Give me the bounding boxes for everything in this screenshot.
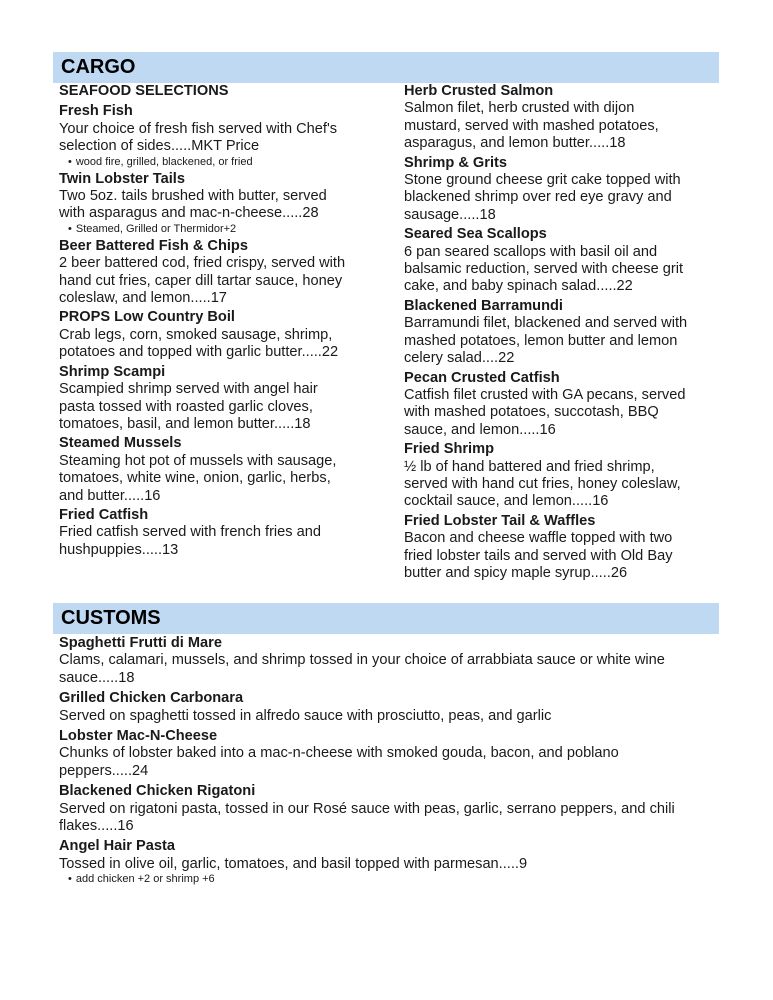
menu-item-grilled-chicken-carbonara <box>59 690 699 725</box>
menu-item-name: Fried Shrimp <box>404 441 495 458</box>
menu-item-description: 6 pan seared scallops with basil oil and balsamic reduction, served with cheese grit cake, and baby spinach salad.....22 <box>404 243 684 295</box>
menu-item-description: Stone ground cheese grit cake topped with blackened shrimp over red eye gravy and sausage.....18 <box>404 172 681 223</box>
cargo-section-header: CARGO <box>53 52 719 83</box>
menu-item-description: Two 5oz. tails brushed with butter, served with asparagus and mac-n-cheese.....28 <box>59 188 327 222</box>
menu-item-note: • Steamed, Grilled or Thermidor+2 <box>59 223 349 236</box>
menu-item-description: Clams, calamari, mussels, and shrimp tossed in your choice of arrabbiata sauce or white wine sauce.....18 <box>59 652 665 686</box>
menu-item-name: Beer Battered Fish & Chips <box>59 237 248 254</box>
menu-item-angel-hair-pasta <box>59 838 699 886</box>
menu-item-description: Catfish filet crusted with GA pecans, served with mashed potatoes, succotash, BBQ sauce, and lemon.....16 <box>404 386 686 438</box>
menu-item-twin-lobster-tails <box>59 171 349 236</box>
menu-item-description: Salmon filet, herb crusted with dijon mustard, served with mashed potatoes, asparagus, and lemon butter.....18 <box>404 100 659 152</box>
menu-item-spaghetti-frutti-di-mare <box>59 635 699 687</box>
menu-item-fresh-fish <box>59 103 349 168</box>
menu-item-seared-sea-scallops <box>404 226 694 296</box>
menu-item-name: Spaghetti Frutti di Mare <box>59 635 222 651</box>
menu-item-description: ½ lb of hand battered and fried shrimp, served with hand cut fries, honey coleslaw, cocktail sauce, and lemon.....16 <box>404 458 681 510</box>
menu-item-pecan-crusted-catfish <box>404 370 694 440</box>
menu-item-description: Served on spaghetti tossed in alfredo sauce with prosciutto, peas, and garlic <box>59 707 552 724</box>
menu-item-name: Blackened Chicken Rigatoni <box>59 783 256 800</box>
customs-column <box>59 635 699 889</box>
menu-item-description: Steaming hot pot of mussels with sausage, tomatoes, white wine, onion, garlic, herbs, and butter.....16 <box>59 452 337 504</box>
menu-item-description: Crab legs, corn, smoked sausage, shrimp, potatoes and topped with garlic butter.....22 <box>59 326 339 361</box>
menu-item-lobster-mac-n-cheese <box>59 728 699 780</box>
menu-item-name: Seared Sea Scallops <box>404 226 547 243</box>
menu-item-description: Tossed in olive oil, garlic, tomatoes, and basil topped with parmesan.....9 <box>59 855 528 872</box>
menu-item-note: • wood fire, grilled, blackened, or fried <box>59 156 349 169</box>
menu-item-herb-crusted-salmon <box>404 83 694 153</box>
seafood-selections-heading: SEAFOOD SELECTIONS <box>59 83 229 99</box>
customs-section-header: CUSTOMS <box>53 603 719 634</box>
cargo-right-column <box>404 83 694 584</box>
menu-item-name: Grilled Chicken Carbonara <box>59 690 244 707</box>
menu-item-fried-shrimp <box>404 441 694 511</box>
menu-item-description: Barramundi filet, blackened and served with mashed potatoes, lemon butter and lemon celery salad....22 <box>404 315 688 367</box>
menu-item-shrimp-and-grits <box>404 155 694 225</box>
menu-item-description: Chunks of lobster baked into a mac-n-cheese with smoked gouda, bacon, and poblano peppers.....24 <box>59 745 619 779</box>
menu-item-name: Angel Hair Pasta <box>59 838 175 855</box>
menu-item-description: Your choice of fresh fish served with Chef's selection of sides.....MKT Price <box>59 120 338 155</box>
menu-item-fried-catfish <box>59 507 349 559</box>
menu-item-steamed-mussels <box>59 435 349 505</box>
menu-item-description: 2 beer battered cod, fried crispy, served with hand cut fries, caper dill tartar sauce, honey coleslaw, and lemon.....17 <box>59 255 346 307</box>
menu-item-name: PROPS Low Country Boil <box>59 309 235 326</box>
menu-item-name: Pecan Crusted Catfish <box>404 369 560 386</box>
cargo-left-column <box>59 83 349 561</box>
menu-item-low-country-boil <box>59 309 349 361</box>
menu-item-fish-and-chips <box>59 238 349 308</box>
menu-item-description: Bacon and cheese waffle topped with two fried lobster tails and served with Old Bay butter and spicy maple syrup.....26 <box>404 530 673 581</box>
menu-item-name: Shrimp & Grits <box>404 154 507 171</box>
menu-item-blackened-chicken-rigatoni <box>59 783 699 835</box>
menu-item-shrimp-scampi <box>59 364 349 434</box>
menu-item-name: Shrimp Scampi <box>59 363 166 380</box>
menu-item-name: Steamed Mussels <box>59 435 182 452</box>
menu-item-description: Scampied shrimp served with angel hair pasta tossed with roasted garlic cloves, tomatoes, basil, and lemon butter.....18 <box>59 381 318 432</box>
menu-item-blackened-barramundi <box>404 298 694 368</box>
menu-item-fried-lobster-tail-waffles <box>404 513 694 583</box>
menu-item-description: Served on rigatoni pasta, tossed in our Rosé sauce with peas, garlic, serrano peppers, and chili flakes.....16 <box>59 800 675 835</box>
menu-item-note: • add chicken +2 or shrimp +6 <box>59 873 699 886</box>
menu-item-name: Lobster Mac-N-Cheese <box>59 728 218 745</box>
menu-item-name: Blackened Barramundi <box>404 297 563 314</box>
menu-item-name: Twin Lobster Tails <box>59 170 185 187</box>
menu-item-name: Fresh Fish <box>59 103 133 120</box>
menu-item-name: Fried Lobster Tail & Waffles <box>404 512 596 529</box>
menu-item-name: Herb Crusted Salmon <box>404 83 554 99</box>
menu-item-description: Fried catfish served with french fries and hushpuppies.....13 <box>59 524 321 558</box>
menu-item-name: Fried Catfish <box>59 506 149 523</box>
